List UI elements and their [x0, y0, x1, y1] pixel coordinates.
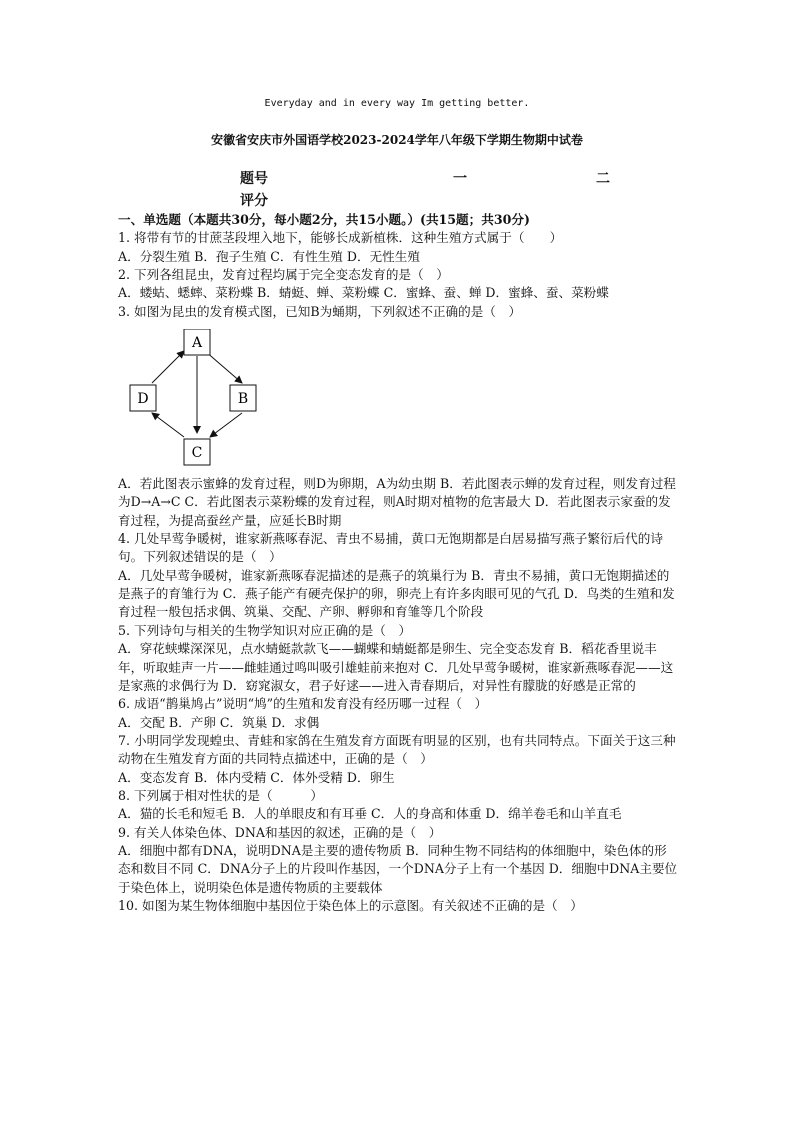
insect-development-diagram: [128, 329, 678, 469]
question-line: A．几处早莺争暖树，谁家新燕啄春泥描述的是燕子的筑巢行为 B．青虫不易捕，黄口无饱期描述的是燕子的育雏行为 C．燕子能产有硬壳保护的卵，卵壳上有许多肉眼可见的气孔 D．鸟类的生殖和发育过程一般包括求偶、筑巢、交配、产卵、孵卵和育雏等几个阶段: [118, 567, 675, 620]
node-d-label: D: [137, 391, 149, 408]
question-line: 9. 有关人体染色体、DNA和基因的叙述，正确的是（ ）: [118, 824, 442, 840]
question-line: A．细胞中都有DNA，说明DNA是主要的遗传物质 B．同种生物不同结构的体细胞中，染色体的形态和数目不同 C．DNA分子上的片段叫作基因，一个DNA分子上有一个基因 D．细胞中DNA主要位于染色体上，说明染色体是遗传物质的主要载体: [118, 842, 678, 895]
question-line: A．变态发育 B．体内受精 C．体外受精 D．卵生: [118, 769, 395, 785]
exam-title: 安徽省安庆市外国语学校2023-2024学年八年级下学期生物期中试卷: [211, 133, 583, 147]
question-line: 3. 如图为昆虫的发育模式图，已知B为蛹期，下列叙述不正确的是（ ）: [118, 303, 522, 319]
question-line: 2. 下列各组昆虫，发育过程均属于完全变态发育的是（ ）: [118, 267, 449, 283]
score-col-2: 二: [596, 171, 610, 187]
cycle-diagram-svg: [128, 329, 268, 469]
question-line: 10. 如图为某生物体细胞中基因位于染色体上的示意图。有关叙述不正确的是（ ）: [118, 897, 583, 913]
question-line: A．交配 B．产卵 C．筑巢 D．求偶: [118, 714, 320, 730]
question-line: A．蝼蛄、蟋蟀、菜粉蝶 B．蜻蜓、蝉、菜粉蝶 C．蜜蜂、蚕、蝉 D．蜜蜂、蚕、菜粉蝶: [118, 285, 609, 301]
section-heading: 一、单选题（本题共30分，每小题2分，共15小题。）(共15题；共30分): [118, 212, 530, 227]
arrow-b-to-c: [210, 413, 242, 437]
question-line: 7. 小明同学发现蝗虫、青蛙和家鸽在生殖发育方面既有明显的区别，也有共同特点。下面关于这三种动物在生殖发育方面的共同特点描述中，正确的是（ ）: [118, 732, 676, 767]
arrow-d-to-a: [152, 351, 184, 383]
question-line: 4. 几处早莺争暖树，谁家新燕啄春泥、青虫不易捕，黄口无饱期都是白居易描写燕子繁衍后代的诗句。下列叙述错误的是（ ）: [118, 531, 663, 565]
score-row-label: 评分: [240, 193, 268, 209]
question-body: [118, 211, 678, 915]
question-line: A．穿花蛱蝶深深见，点水蜻蜓款款飞——蝴蝶和蜻蜓都是卵生、完全变态发育 B．稻花香里说丰年，听取蛙声一片——雌蛙通过鸣叫吸引雄蛙前来抱对 C．几处早莺争暖树，谁家新燕啄春泥——这是家燕的求偶行为 D．窈窕淑女，君子好逑——进入青春期后，对异性有朦胧的好感是正常的: [118, 641, 674, 693]
question-line: 5. 下列诗句与相关的生物学知识对应正确的是（ ）: [118, 622, 412, 638]
question-line: A．分裂生殖 B．孢子生殖 C．有性生殖 D．无性生殖: [118, 248, 420, 264]
arrow-a-to-b: [205, 351, 242, 383]
arrow-c-to-d: [152, 413, 184, 437]
question-line: 8. 下列属于相对性状的是（ ）: [118, 787, 323, 803]
node-a-label: A: [191, 335, 203, 352]
question-line: 1. 将带有节的甘蔗茎段埋入地下，能够长成新植株．这种生殖方式属于（ ）: [118, 230, 563, 246]
score-col-1: 一: [453, 171, 467, 187]
node-b-label: B: [237, 391, 249, 408]
score-header-label: 题号: [240, 171, 268, 187]
question-line: A．若此图表示蜜蜂的发育过程，则D为卵期，A为幼虫期 B．若此图表示蝉的发育过程，则发育过程为D→A→C C．若此图表示菜粉蝶的发育过程，则A时期对植物的危害最大 D．若此图表示家蚕的发育过程，为提高蚕丝产量，应延长B时期: [118, 476, 676, 528]
node-c-label: C: [191, 445, 203, 462]
question-line: A．猫的长毛和短毛 B．人的单眼皮和有耳垂 C．人的身高和体重 D．绵羊卷毛和山羊直毛: [118, 806, 622, 822]
question-line: 6. 成语“鹊巢鸠占”说明“鸠”的生殖和发育没有经历哪一过程（ ）: [118, 696, 488, 712]
motto-line: Everyday and in every way Im getting better.: [264, 98, 530, 109]
